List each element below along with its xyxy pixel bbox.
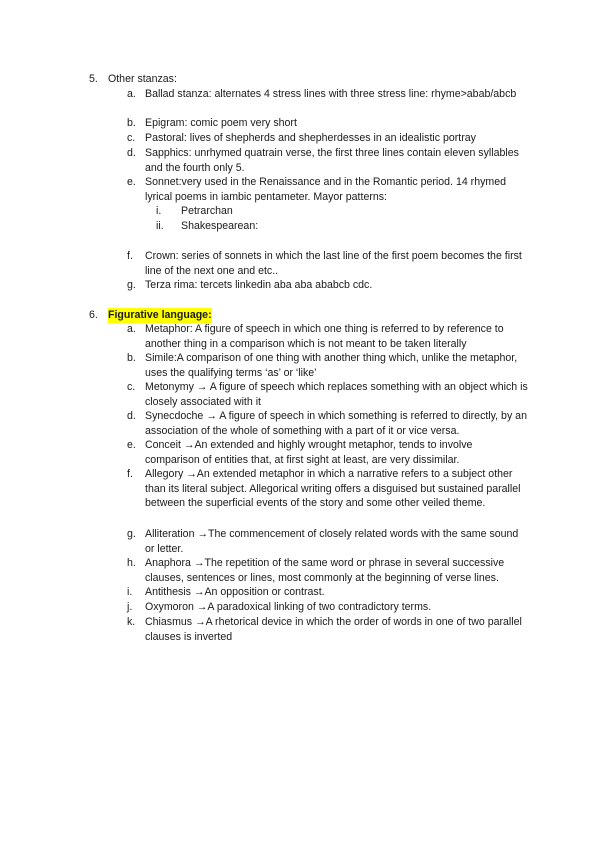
item-label: a. <box>127 88 136 100</box>
item-label: b. <box>127 352 136 364</box>
list-item: Pastoral: lives of shepherds and shepherdesses in an idealistic portray <box>145 132 476 144</box>
item-label: f. <box>127 468 133 480</box>
item-label: e. <box>127 176 136 188</box>
item-label: g. <box>127 279 136 291</box>
item-label: e. <box>127 439 136 451</box>
list-item: Crown: series of sonnets in which the last line of the first poem becomes the first line of the next one and etc.. <box>145 250 522 277</box>
list-item: Anaphora →The repetition of the same word or phrase in several successive clauses, sentences or lines, most commonly at the beginning of verse lines. <box>145 557 505 584</box>
item-label: g. <box>127 528 136 540</box>
item-label: c. <box>127 132 136 144</box>
list-item: Metaphor: A figure of speech in which one thing is referred to by reference to another thing in a comparison which is not meant to be taken literally <box>145 323 504 350</box>
list-item: Allegory →An extended metaphor in which a narrative refers to a subject other than its literal subject. Allegorical writing offers a disguised but sustained parallel between the superficial events of the story and some other veiled theme. <box>145 468 521 510</box>
item-label: f. <box>127 250 133 262</box>
subitem: Petrarchan <box>181 205 233 217</box>
list-item: Sapphics: unrhymed quatrain verse, the first three lines contain eleven syllables and the fourth only 5. <box>145 147 519 174</box>
list-item: Synecdoche → A figure of speech in which something is referred to directly, by an association of the whole of something with a part of it or vice versa. <box>145 410 527 437</box>
list-item: Conceit →An extended and highly wrought metaphor, tends to involve comparison of entities that, at first sight at least, are very dissimilar. <box>145 439 473 466</box>
list-item: Chiasmus →A rhetorical device in which the order of words in one of two parallel clauses is inverted <box>145 616 522 643</box>
list-item: Alliteration →The commencement of closely related words with the same sound or letter. <box>145 528 519 555</box>
list-item: Epigram: comic poem very short <box>145 117 297 129</box>
item-label: d. <box>127 410 136 422</box>
subitem-label: ii. <box>156 220 164 232</box>
item-label: b. <box>127 117 136 129</box>
section-title-highlighted: Figurative language: <box>108 309 212 321</box>
item-label: h. <box>127 557 136 569</box>
list-item: Oxymoron →A paradoxical linking of two contradictory terms. <box>145 601 432 613</box>
item-label: k. <box>127 616 136 628</box>
item-label: j. <box>127 601 133 613</box>
section-title: Other stanzas: <box>108 73 177 85</box>
item-label: i. <box>127 586 133 598</box>
subitem-label: i. <box>156 205 162 217</box>
list-item: Terza rima: tercets linkedin aba aba ababcb cdc. <box>145 279 373 291</box>
section-number: 6. <box>89 309 98 321</box>
list-item: Sonnet:very used in the Renaissance and in the Romantic period. 14 rhymed lyrical poems in iambic pentameter. Mayor patterns: <box>145 176 506 203</box>
list-item: Simile:A comparison of one thing with another thing which, unlike the metaphor, uses the qualifying terms ‘as’ or ‘like’ <box>145 352 518 379</box>
list-item: Ballad stanza: alternates 4 stress lines with three stress line: rhyme>abab/abcb <box>145 88 517 100</box>
item-label: d. <box>127 147 136 159</box>
section-number: 5. <box>89 73 98 85</box>
list-item: Antithesis →An opposition or contrast. <box>145 586 325 598</box>
subitem: Shakespearean: <box>181 220 259 232</box>
item-label: a. <box>127 323 136 335</box>
item-label: c. <box>127 381 136 393</box>
list-item: Metonymy → A figure of speech which replaces something with an object which is closely associated with it <box>145 381 528 408</box>
